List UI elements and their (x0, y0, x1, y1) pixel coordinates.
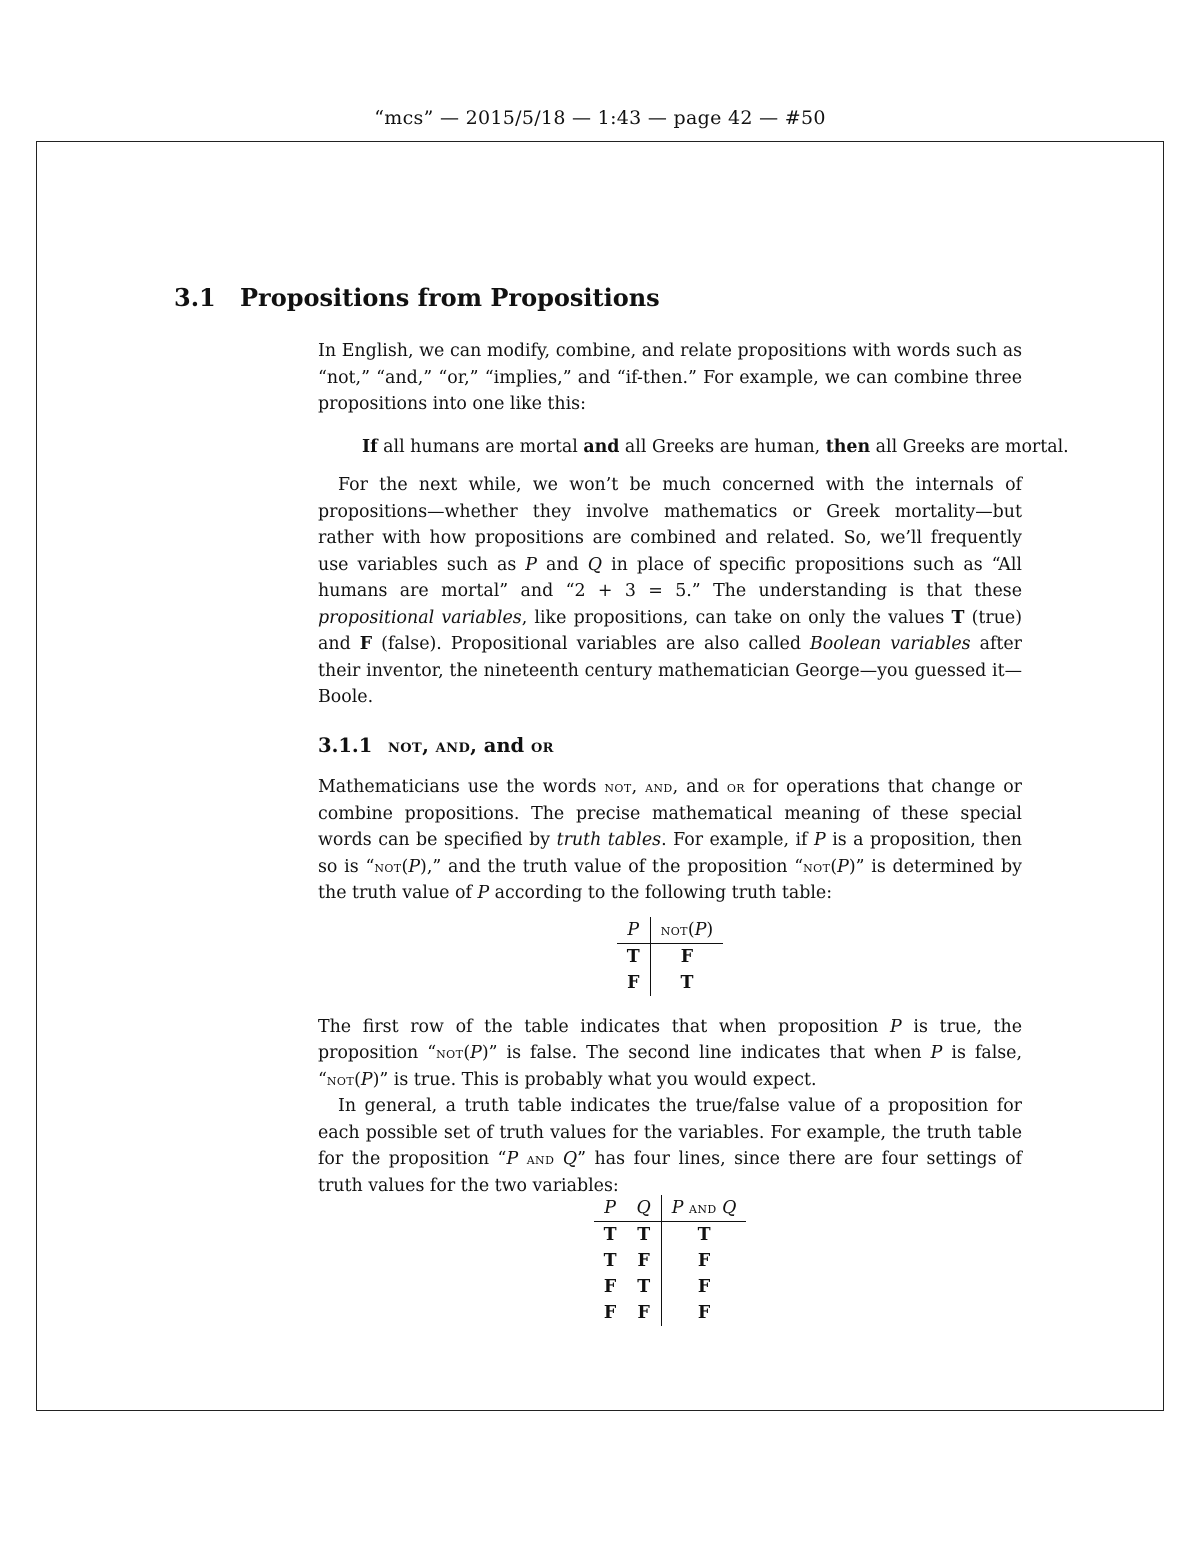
math-var: P (694, 919, 707, 940)
text-run: after their inventor, the nineteenth century mathematician George—you guessed it—Boole. (318, 634, 1022, 707)
text-run: Mathematicians use the words (318, 777, 605, 797)
math-var: Q (587, 554, 603, 575)
running-header: “mcs” — 2015/5/18 — 1:43 — page 42 — #50 (374, 107, 826, 129)
subsection-number: 3.1.1 (318, 733, 373, 757)
text-run: in place of specific propositions such as “All humans are mortal” and “2 + 3 = 5.” The understanding is that these (318, 554, 1022, 601)
text-run: , and (470, 733, 531, 757)
table-row (594, 1274, 747, 1300)
op-not: not (374, 856, 402, 876)
text-run: all Greeks are human, (619, 436, 826, 457)
text-run: all humans are mortal (377, 436, 584, 457)
op-or: or (530, 735, 554, 757)
table-cell: T (603, 1225, 617, 1245)
text-run: (true) and (318, 607, 1022, 654)
text-run: according to the following truth table: (489, 883, 833, 903)
keyword-and: and (583, 436, 620, 457)
defined-term: truth tables (556, 830, 662, 850)
math-var: Q (722, 1198, 737, 1218)
defined-term: propositional variables (318, 607, 522, 628)
op-and: and (689, 1198, 717, 1217)
text-run: ( (463, 1043, 471, 1063)
op-not: not (660, 919, 688, 939)
section-heading (174, 283, 660, 312)
math-var: P (470, 1043, 482, 1063)
operations-paragraph (318, 774, 1022, 907)
text-run: ) (706, 919, 714, 940)
header-cell-p-and-q (661, 1195, 746, 1222)
table-cell: F (603, 1303, 617, 1323)
truth-value: F (359, 634, 373, 654)
table-cell: F (661, 1300, 746, 1326)
math-var: P (360, 1069, 373, 1090)
header-cell-p: P (594, 1195, 627, 1222)
text-run: for operations that change or combine propositions. The precise mathematical meaning of these special words can be specified by (318, 777, 1022, 850)
text-run: , (422, 733, 436, 757)
text-run: ( (354, 1069, 361, 1090)
text-run: , (631, 777, 646, 797)
keyword-if: If (362, 436, 378, 457)
table-cell: F (637, 1303, 650, 1323)
math-var: P (408, 856, 421, 877)
truth-value: T (951, 607, 965, 628)
header-cell-p: P (617, 917, 650, 944)
section-title: Propositions from Propositions (240, 283, 660, 312)
table-row (617, 970, 723, 996)
text-run: )” is determined by the truth value of (318, 856, 1022, 903)
table-row (594, 1222, 747, 1249)
text-run: ),” and the truth value of the proposition “ (420, 856, 804, 877)
table-cell: T (626, 946, 640, 967)
text-run: The first row of the table indicates that when proposition (318, 1016, 891, 1037)
section-number: 3.1 (174, 283, 216, 312)
header-cell-q: Q (627, 1195, 662, 1222)
table-cell: F (627, 972, 640, 993)
text-run: . For example, if (661, 830, 814, 850)
table-cell: T (637, 1225, 651, 1245)
variables-paragraph (318, 472, 1022, 711)
header-cell-not-p (650, 917, 723, 944)
op-not: not (436, 1043, 464, 1062)
text-run: ( (401, 856, 409, 877)
text-run: In general, a truth table indicates the true/false value of a proposition for each possible set of truth values for the variables. For example, the truth table for the proposition “ (318, 1096, 1022, 1169)
math-var: P (671, 1198, 684, 1218)
math-var: P (890, 1016, 902, 1037)
math-var: P (930, 1043, 943, 1063)
text-run: For the next while, we won’t be much concerned with the internals of propositions—whether they involve mathematics or Greek mortality—but rather with how propositions are combined and related. So, we’ll frequently use variables such as (318, 475, 1022, 575)
math-var: Q (562, 1149, 578, 1169)
text-run: ” has four lines, since there are four settings of truth values for the two variables: (318, 1149, 1022, 1196)
not-explanation-paragraph (318, 1014, 1022, 1094)
op-not: not (388, 735, 423, 757)
general-truth-table-paragraph (318, 1093, 1022, 1199)
table-cell: T (603, 1251, 617, 1271)
op-not: not (326, 1069, 355, 1089)
body-column (318, 338, 1069, 1326)
text-run: is false, “ (318, 1043, 1022, 1090)
table-cell: F (661, 1248, 746, 1274)
math-var: P (525, 554, 537, 575)
table-cell: F (661, 1274, 746, 1300)
keyword-then: then (825, 436, 871, 457)
table-row (617, 943, 723, 970)
text-run: all Greeks are mortal. (870, 436, 1069, 457)
table-cell: F (603, 1277, 617, 1297)
op-and: and (645, 777, 673, 796)
op-not: not (803, 856, 831, 876)
op-not: not (604, 777, 632, 796)
subsection-heading (318, 733, 1022, 761)
text-run: )” is true. This is probably what you would expect. (372, 1069, 817, 1090)
text-run: , and (672, 777, 727, 797)
table-row (594, 1248, 747, 1274)
example-proposition (318, 434, 1069, 461)
text-run: is a proposition, then so is “ (318, 830, 1022, 877)
table-cell: F (650, 943, 723, 970)
math-var: P (477, 883, 490, 903)
table-row (594, 1300, 747, 1326)
and-truth-table (594, 1195, 747, 1326)
op-and: and (526, 1149, 555, 1168)
math-var: P (813, 830, 826, 850)
text-run: , like propositions, can take on only the values (521, 607, 952, 628)
op-and: and (435, 735, 471, 757)
text-run: )” is false. The second line indicates that when (481, 1043, 931, 1063)
math-var: P (506, 1149, 519, 1169)
text-run: and (537, 554, 588, 575)
table-cell: F (637, 1251, 650, 1271)
text-run: ( (830, 856, 838, 877)
text-run: (false). Propositional variables are also called (372, 634, 811, 654)
not-truth-table (617, 917, 723, 996)
table-cell: T (661, 1222, 746, 1249)
intro-paragraph (318, 338, 1022, 418)
text-run: is true, the proposition “ (318, 1016, 1023, 1063)
op-or: or (726, 777, 745, 796)
table-cell: T (637, 1277, 651, 1297)
text-run: In English, we can modify, combine, and relate propositions with words such as “not,” “and,” “or,” “implies,” and “if-then.” For example, we can combine three propositions into one like this: (318, 341, 1022, 414)
math-var: P (837, 856, 849, 877)
text-run: ( (687, 919, 695, 940)
defined-term: Boolean variables (810, 634, 971, 654)
table-cell: T (650, 970, 723, 996)
table-header-row (617, 917, 723, 944)
